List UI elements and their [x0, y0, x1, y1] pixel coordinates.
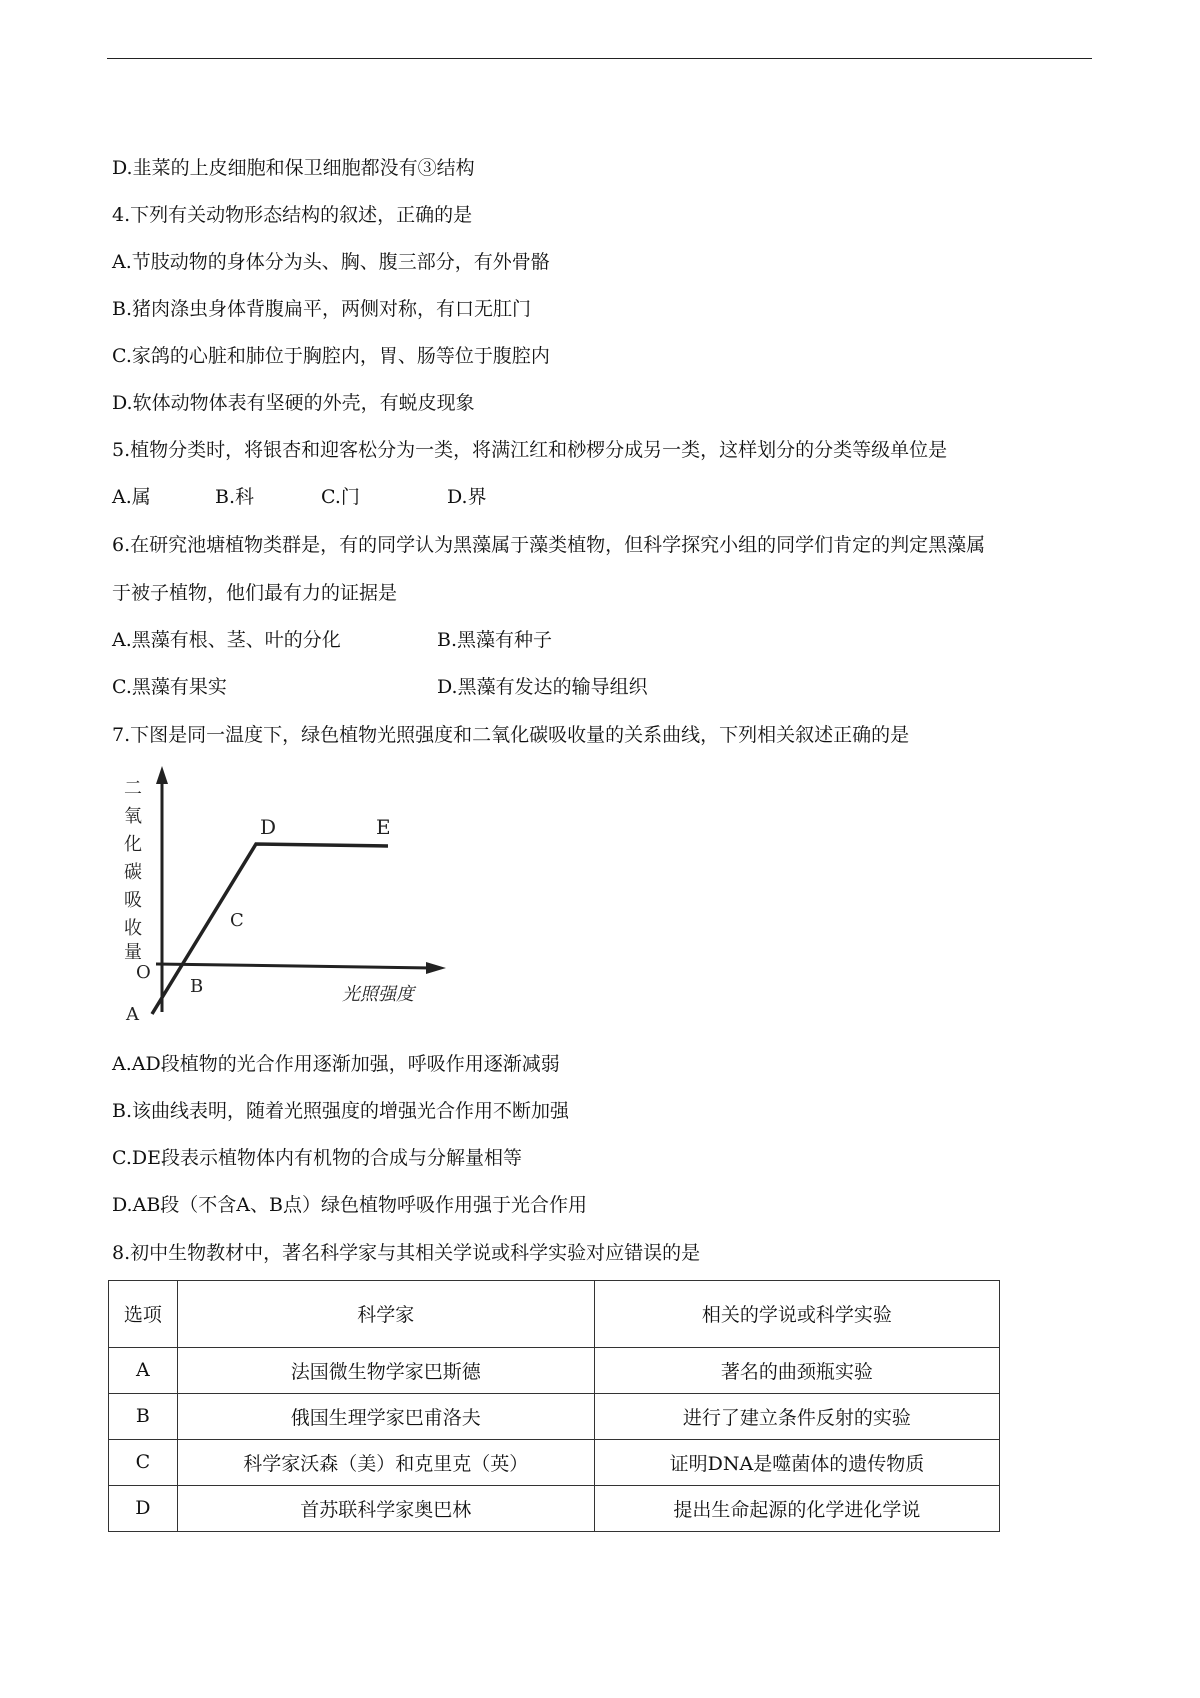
row-scientist: 科学家沃森（美）和克里克（英） [177, 1439, 594, 1485]
y-label-char: 量 [124, 942, 142, 963]
point-a-label: A [126, 1004, 139, 1022]
question-7: 7.下图是同一温度下，绿色植物光照强度和二氧化碳吸收量的关系曲线，下列相关叙述正确的是 [112, 724, 910, 746]
q4-option-b: B.猪肉涤虫身体背腹扁平，两侧对称，有口无肛门 [112, 298, 532, 320]
point-d-label: D [260, 815, 277, 839]
x-axis-label: 光照强度 [342, 984, 414, 1005]
header-scientist: 科学家 [177, 1281, 594, 1348]
q5-option-d: D.界 [447, 486, 487, 508]
y-axis-arrow [156, 766, 168, 784]
header-option: 选项 [109, 1281, 178, 1348]
x-axis [156, 964, 432, 968]
q6-option-c: C.黑藻有果实 [112, 676, 227, 698]
q4-option-d: D.软体动物体表有坚硬的外壳，有蜕皮现象 [112, 392, 475, 414]
y-axis-label [124, 778, 142, 963]
q5-option-a: A.属 [112, 486, 151, 508]
row-theory: 进行了建立条件反射的实验 [594, 1393, 999, 1439]
q4-option-a: A.节肢动物的身体分为头、胸、腹三部分，有外骨骼 [112, 251, 550, 273]
q7-option-d: D.AB段（不含A、B点）绿色植物呼吸作用强于光合作用 [112, 1194, 587, 1216]
co2-absorption-graph [120, 760, 450, 1022]
row-option: C [109, 1439, 178, 1485]
q6-option-d: D.黑藻有发达的输导组织 [437, 676, 648, 698]
question-8: 8.初中生物教材中，著名科学家与其相关学说或科学实验对应错误的是 [112, 1242, 701, 1264]
row-option: B [109, 1393, 178, 1439]
row-theory: 著名的曲颈瓶实验 [594, 1347, 999, 1393]
x-axis-arrow [426, 962, 446, 974]
q7-option-a: A.AD段植物的光合作用逐渐加强，呼吸作用逐渐减弱 [112, 1053, 560, 1075]
row-option: A [109, 1347, 178, 1393]
q6-option-b: B.黑藻有种子 [437, 629, 553, 651]
header-rule [107, 58, 1092, 59]
y-label-char: 收 [124, 918, 142, 939]
row-theory: 证明DNA是噬菌体的遗传物质 [594, 1439, 999, 1485]
question-5: 5.植物分类时，将银杏和迎客松分为一类，将满江红和桫椤分成另一类，这样划分的分类等级单位是 [112, 439, 948, 461]
question-4: 4.下列有关动物形态结构的叙述，正确的是 [112, 204, 473, 226]
point-c-label: C [230, 910, 244, 931]
q7-option-c: C.DE段表示植物体内有机物的合成与分解量相等 [112, 1147, 523, 1169]
q5-option-c: C.门 [321, 486, 360, 508]
origin-label: O [136, 962, 151, 983]
point-e-label: E [376, 815, 391, 839]
table-row [109, 1347, 1000, 1393]
table-row [109, 1393, 1000, 1439]
header-theory: 相关的学说或科学实验 [594, 1281, 999, 1348]
q3-option-d: D.韭菜的上皮细胞和保卫细胞都没有③结构 [112, 157, 475, 179]
table-row [109, 1485, 1000, 1531]
y-label-char: 氧 [124, 806, 142, 827]
y-label-char: 碳 [124, 862, 142, 883]
row-scientist: 俄国生理学家巴甫洛夫 [177, 1393, 594, 1439]
q7-option-b: B.该曲线表明，随着光照强度的增强光合作用不断加强 [112, 1100, 570, 1122]
row-scientist: 首苏联科学家奥巴林 [177, 1485, 594, 1531]
y-label-char: 化 [124, 834, 142, 855]
table-row [109, 1439, 1000, 1485]
y-label-char: 吸 [124, 890, 142, 911]
question-6-line-2: 于被子植物，他们最有力的证据是 [112, 582, 398, 604]
row-theory: 提出生命起源的化学进化学说 [594, 1485, 999, 1531]
row-scientist: 法国微生物学家巴斯德 [177, 1347, 594, 1393]
q6-option-a: A.黑藻有根、茎、叶的分化 [112, 629, 341, 651]
q5-option-b: B.科 [215, 486, 255, 508]
question-6-line-1: 6.在研究池塘植物类群是，有的同学认为黑藻属于藻类植物，但科学探究小组的同学们肯定的判定黑藻属 [112, 534, 986, 556]
y-label-char: 二 [124, 778, 142, 799]
table-header-row [109, 1281, 1000, 1348]
scientists-table [108, 1280, 1000, 1532]
point-b-label: B [190, 976, 204, 997]
q4-option-c: C.家鸽的心脏和肺位于胸腔内，胃、肠等位于腹腔内 [112, 345, 550, 367]
row-option: D [109, 1485, 178, 1531]
